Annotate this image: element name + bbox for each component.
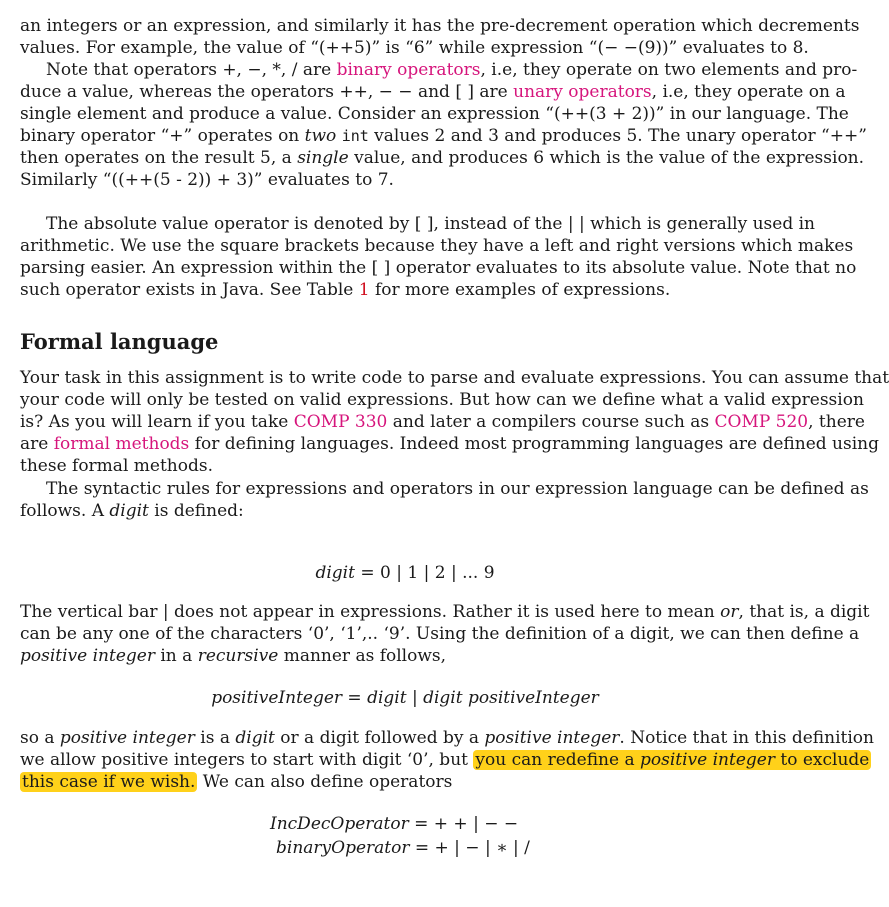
positive-integer-equation: positiveInteger = digit | digit positiveInteger: [211, 688, 599, 708]
comp520-link[interactable]: COMP 520: [714, 412, 809, 432]
para4-line3: is? As you will learn if you take COMP 330 and later a compilers course such as COMP 520, there: [20, 412, 865, 432]
highlight-1: you can redefine a positive integer to exclude: [475, 750, 870, 770]
para4-line5: these formal methods.: [20, 456, 213, 476]
para6-line2: can be any one of the characters ‘0’, ‘1’,.. ‘9’. Using the definition of a digit, we can then define a: [20, 624, 860, 644]
para2-line2: duce a value, whereas the operators ++, − − and [ ] are unary operators, i.e, they operate on a: [20, 82, 846, 102]
para2-line4: binary operator “+” operates on two int values 2 and 3 and produces 5. The unary operator “++”: [20, 126, 867, 146]
para4-line4: are formal methods for defining languages. Indeed most programming languages are defined using: [20, 434, 879, 454]
para3-line3: parsing easier. An expression within the [ ] operator evaluates to its absolute value. Note that no: [20, 258, 857, 278]
para2-line6: Similarly “((++(5 - 2)) + 3)” evaluates to 7.: [20, 170, 394, 190]
para6-line1: The vertical bar | does not appear in expressions. Rather it is used here to mean or, that is, a digit: [20, 602, 870, 622]
binary-operators-link[interactable]: binary operators: [336, 60, 481, 80]
section-title: Formal language: [20, 329, 219, 354]
binary-operator-equation: binaryOperator = + | − | ∗ | /: [276, 838, 530, 858]
para4-line1: Your task in this assignment is to write code to parse and evaluate expressions. You can assume that: [20, 368, 889, 388]
comp330-link[interactable]: COMP 330: [293, 412, 388, 432]
para7-line1: so a positive integer is a digit or a digit followed by a positive integer. Notice that in this definition: [20, 728, 874, 748]
table-1-ref[interactable]: 1: [358, 280, 370, 300]
digit-equation: digit = 0 | 1 | 2 | ... 9: [315, 563, 495, 583]
para7-line2: we allow positive integers to start with digit ‘0’, but you can redefine a positive integer to exclude: [20, 750, 870, 770]
para3-line4: such operator exists in Java. See Table 1 for more examples of expressions.: [20, 280, 671, 300]
para3-line2: arithmetic. We use the square brackets because they have a left and right versions which makes: [20, 236, 854, 256]
para1-line1: an integers or an expression, and similarly it has the pre-decrement operation which decrements: [20, 16, 860, 36]
para4-line2: your code will only be tested on valid expressions. But how can we define what a valid expression: [20, 390, 864, 410]
para6-line3: positive integer in a recursive manner as follows,: [20, 646, 447, 666]
para7-line3: this case if we wish. We can also define operators: [22, 772, 453, 792]
para5-line1: The syntactic rules for expressions and operators in our expression language can be defined as: [46, 479, 869, 499]
formal-methods-link[interactable]: formal methods: [53, 434, 190, 454]
para2-line1: Note that operators +, −, *, / are binary operators, i.e, they operate on two elements and pro-: [46, 60, 858, 80]
para2-line3: single element and produce a value. Consider an expression “(++(3 + 2))” in our language. The: [20, 104, 849, 124]
para2-line5: then operates on the result 5, a single value, and produces 6 which is the value of the expression.: [20, 148, 865, 168]
para1-line2: values. For example, the value of “(++5)” is “6” while expression “(− −(9))” evaluates to 8.: [20, 38, 809, 58]
para5-line2: follows. A digit is defined:: [20, 501, 244, 521]
unary-operators-link[interactable]: unary operators: [513, 82, 652, 102]
para3-line1: The absolute value operator is denoted by [ ], instead of the | | which is generally used in: [46, 214, 816, 234]
incdec-operator-equation: IncDecOperator = + + | − −: [270, 814, 519, 834]
highlight-2: this case if we wish.: [22, 772, 196, 792]
